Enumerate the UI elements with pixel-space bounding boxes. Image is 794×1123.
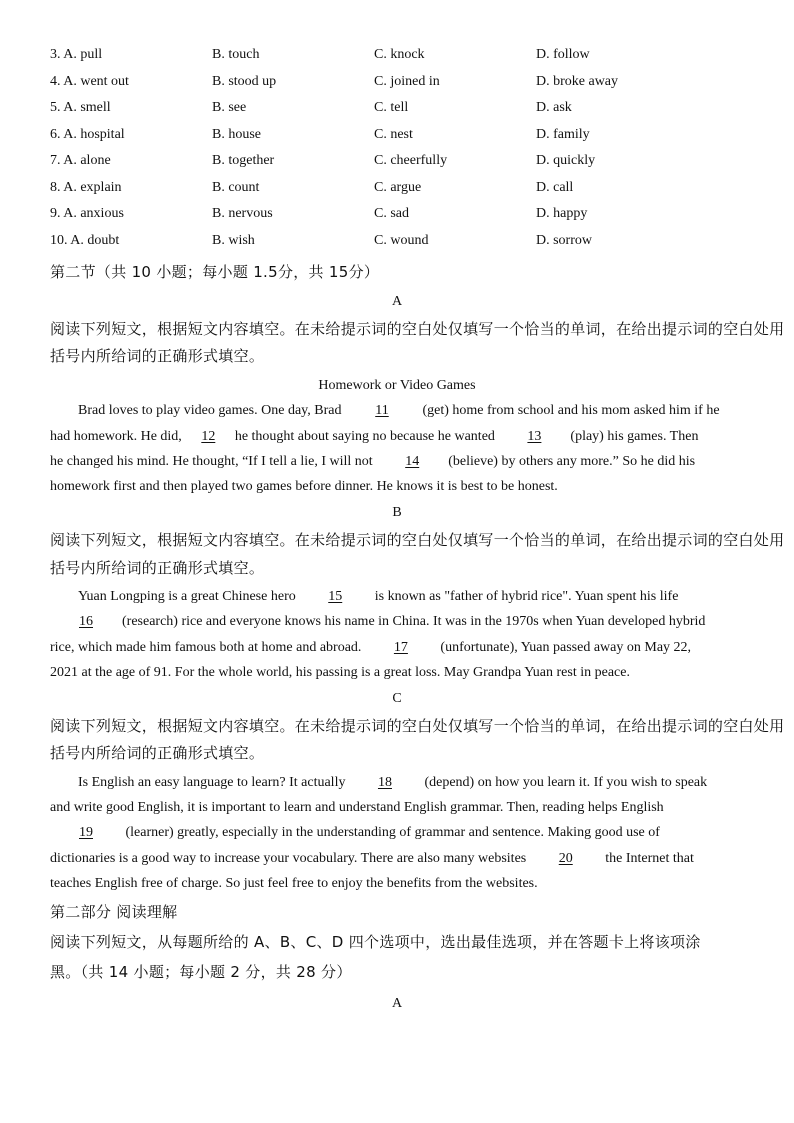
passage-b-line-3 bbox=[50, 638, 762, 658]
option-row bbox=[50, 47, 770, 67]
option-row bbox=[50, 100, 770, 120]
passage-a-line-3 bbox=[50, 452, 762, 472]
part2-instruction-1: 阅读下列短文，从每题所给的 A、B、C、D 四个选项中，选出最佳选项，并在答题卡上将该项涂 bbox=[50, 933, 701, 951]
passage-c-line-1 bbox=[50, 773, 790, 793]
part2-title: 第二部分 阅读理解 bbox=[50, 903, 178, 921]
option-a[interactable]: 9. A. anxious bbox=[50, 206, 124, 221]
passage-a-instruction-2: 括号内所给词的正确形式填空。 bbox=[50, 347, 265, 365]
option-b[interactable]: B. nervous bbox=[212, 206, 273, 221]
option-row bbox=[50, 233, 770, 253]
part2-label: A bbox=[391, 996, 403, 1011]
option-row bbox=[50, 127, 770, 147]
section2-title: 第二节（共 10 小题；每小题 1.5分，共 15分） bbox=[50, 263, 380, 281]
option-c[interactable]: C. argue bbox=[374, 179, 422, 195]
text: Yuan Longping is a great Chinese hero bbox=[78, 589, 300, 604]
option-c[interactable]: C. nest bbox=[374, 126, 413, 142]
option-c[interactable]: C. joined in bbox=[374, 73, 440, 89]
blank-18[interactable]: 18 bbox=[377, 775, 392, 790]
option-row bbox=[50, 206, 770, 226]
text: (depend) on how you learn it. If you wish to speak bbox=[420, 775, 708, 790]
option-row bbox=[50, 74, 770, 94]
passage-b-label: B bbox=[392, 505, 402, 520]
passage-a-instruction-1: 阅读下列短文，根据短文内容填空。在未给提示词的空白处仅填写一个恰当的单词，在给出提示词的空白处用 bbox=[50, 320, 785, 338]
passage-c-instruction-2: 括号内所给词的正确形式填空。 bbox=[50, 744, 265, 762]
option-d[interactable]: D. follow bbox=[536, 47, 590, 62]
passage-c-instruction-1: 阅读下列短文，根据短文内容填空。在未给提示词的空白处仅填写一个恰当的单词，在给出提示词的空白处用 bbox=[50, 717, 785, 735]
passage-b-line-1 bbox=[50, 587, 790, 607]
text: (unfortunate), Yuan passed away on May 22, bbox=[436, 640, 692, 655]
text: is known as "father of hybrid rice". Yuan spent his life bbox=[371, 589, 679, 604]
text: the Internet that bbox=[601, 851, 694, 866]
blank-19[interactable]: 19 bbox=[79, 825, 93, 840]
blank-13[interactable]: 13 bbox=[527, 429, 542, 444]
option-a[interactable]: 5. A. smell bbox=[50, 100, 111, 115]
option-d[interactable]: D. call bbox=[536, 179, 574, 195]
option-d[interactable]: D. ask bbox=[536, 100, 572, 115]
option-b[interactable]: B. touch bbox=[212, 47, 260, 62]
option-row bbox=[50, 180, 770, 200]
blank-20[interactable]: 20 bbox=[558, 851, 573, 866]
option-d[interactable]: D. quickly bbox=[536, 153, 596, 168]
passage-b-line-4: 2021 at the age of 91. For the whole world, his passing is a great loss. May Grandpa Yuan rest in peace. bbox=[50, 665, 630, 680]
option-a[interactable]: 10. A. doubt bbox=[50, 232, 120, 248]
option-d[interactable]: D. happy bbox=[536, 206, 588, 221]
blank-11[interactable]: 11 bbox=[375, 403, 389, 418]
passage-b-instruction-2: 括号内所给词的正确形式填空。 bbox=[50, 559, 265, 577]
option-c[interactable]: C. sad bbox=[374, 206, 409, 221]
text: (believe) by others any more.” So he did his bbox=[448, 454, 696, 469]
text: (research) rice and everyone knows his name in China. It was in the 1970s when Yuan developed hybrid bbox=[122, 614, 706, 629]
option-b[interactable]: B. stood up bbox=[212, 73, 277, 89]
option-d[interactable]: D. sorrow bbox=[536, 232, 592, 248]
option-d[interactable]: D. family bbox=[536, 126, 590, 142]
text: rice, which made him famous both at home and abroad. bbox=[50, 640, 365, 655]
option-d[interactable]: D. broke away bbox=[536, 73, 619, 89]
passage-c-line-3 bbox=[50, 823, 762, 843]
option-a[interactable]: 7. A. alone bbox=[50, 153, 111, 168]
text: (get) home from school and his mom asked him if he bbox=[418, 403, 720, 418]
passage-a-line-1 bbox=[50, 401, 790, 421]
passage-a-label: A bbox=[391, 294, 403, 309]
option-b[interactable]: B. wish bbox=[212, 232, 255, 248]
passage-c-line-4 bbox=[50, 849, 762, 869]
option-a[interactable]: 6. A. hospital bbox=[50, 126, 125, 142]
blank-15[interactable]: 15 bbox=[328, 589, 343, 604]
option-a[interactable]: 3. A. pull bbox=[50, 47, 103, 62]
passage-b-line-2 bbox=[50, 612, 762, 632]
option-a[interactable]: 8. A. explain bbox=[50, 179, 122, 195]
option-row bbox=[50, 153, 770, 173]
option-b[interactable]: B. see bbox=[212, 100, 247, 115]
option-c[interactable]: C. knock bbox=[374, 47, 425, 62]
passage-c-line-5: teaches English free of charge. So just feel free to enjoy the benefits from the websites. bbox=[50, 876, 538, 891]
passage-a-line-2 bbox=[50, 427, 762, 447]
option-a[interactable]: 4. A. went out bbox=[50, 73, 129, 89]
blank-16[interactable]: 16 bbox=[79, 614, 93, 629]
part2-instruction-2: 黑。（共 14 小题；每小题 2 分，共 28 分） bbox=[50, 963, 352, 981]
option-b[interactable]: B. count bbox=[212, 179, 260, 195]
text: Brad loves to play video games. One day, Brad bbox=[78, 403, 345, 418]
passage-c-label: C bbox=[392, 691, 402, 706]
text: had homework. He did, bbox=[50, 429, 186, 444]
passage-b-instruction-1: 阅读下列短文，根据短文内容填空。在未给提示词的空白处仅填写一个恰当的单词，在给出提示词的空白处用 bbox=[50, 531, 785, 549]
text: (play) his games. Then bbox=[570, 429, 699, 444]
text: dictionaries is a good way to increase your vocabulary. There are also many websites bbox=[50, 851, 530, 866]
text: he thought about saying no because he wanted bbox=[231, 429, 499, 444]
passage-a-title: Homework or Video Games bbox=[318, 378, 476, 393]
option-c[interactable]: C. tell bbox=[374, 100, 409, 115]
blank-14[interactable]: 14 bbox=[405, 454, 420, 469]
option-b[interactable]: B. together bbox=[212, 153, 275, 168]
passage-c-line-2: and write good English, it is important to learn and understand English grammar. Then, reading helps English bbox=[50, 800, 664, 815]
text: (learner) greatly, especially in the understanding of grammar and sentence. Making good use of bbox=[122, 825, 660, 840]
text: Is English an easy language to learn? It actually bbox=[78, 775, 349, 790]
blank-17[interactable]: 17 bbox=[393, 640, 408, 655]
option-b[interactable]: B. house bbox=[212, 126, 261, 142]
passage-a-line-4: homework first and then played two games before dinner. He knows it is best to be honest. bbox=[50, 479, 558, 494]
option-c[interactable]: C. cheerfully bbox=[374, 153, 448, 168]
option-c[interactable]: C. wound bbox=[374, 232, 429, 248]
text: he changed his mind. He thought, “If I tell a lie, I will not bbox=[50, 454, 377, 469]
blank-12[interactable]: 12 bbox=[201, 429, 216, 444]
